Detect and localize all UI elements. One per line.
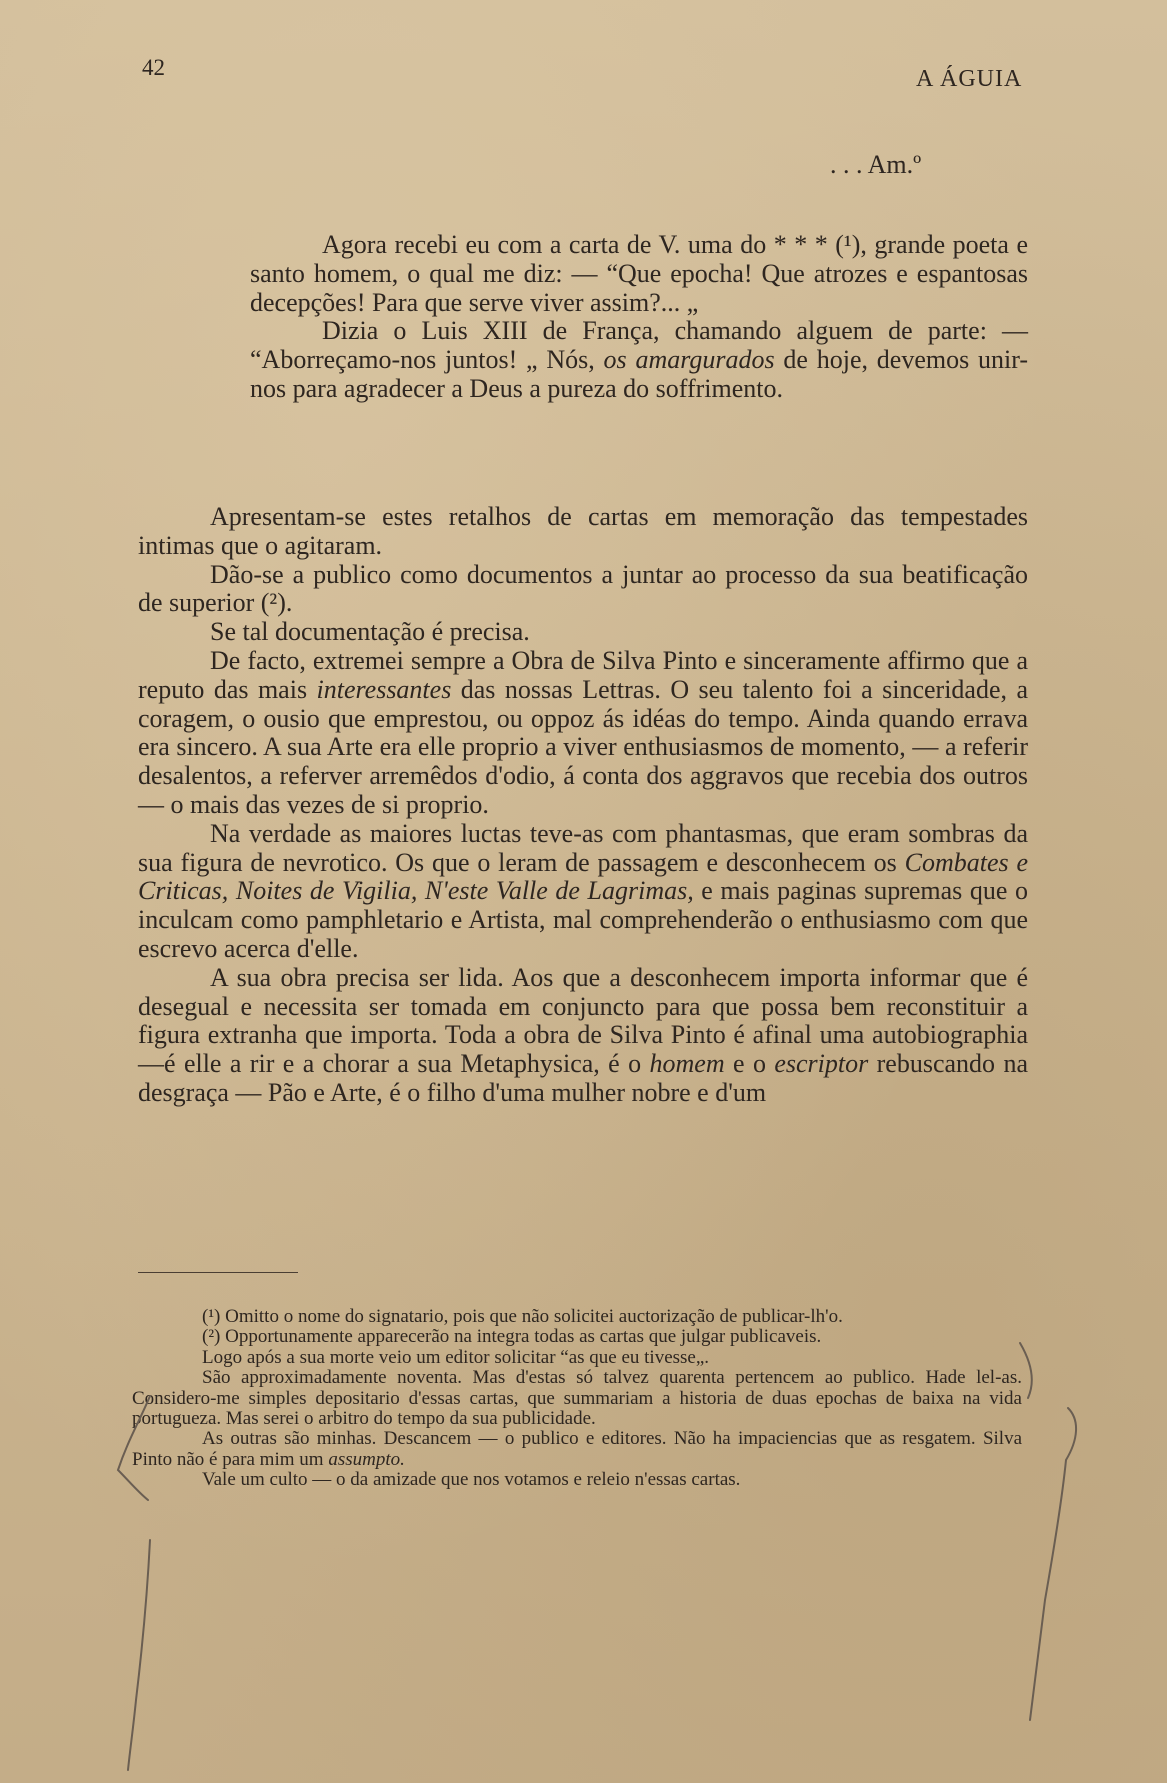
main-text: [138, 503, 1028, 1108]
footnotes: [132, 1307, 1022, 1491]
body-paragraph: A sua obra precisa ser lida. Aos que a desconhecem importa informar que é desegual e necessita ser tomada em conjuncto para que possa bem reconstituir a figura extranha que importa. Toda a obra de Silva Pinto é afinal uma autobiographia—é elle a rir e a chorar a sua Metaphysica, é o homem e o escriptor rebuscando na desgraça — Pão e Arte, é o filho d'uma mulher nobre e d'um: [138, 962, 1028, 1107]
footnote: (¹) Omitto o nome do signatario, pois que não solicitei auctorização de publicar-lh'o.: [202, 1306, 843, 1327]
footnote-continuation: Logo após a sua morte veio um editor solicitar “as que eu tivesse„.: [202, 1346, 710, 1368]
page-number: 42: [142, 55, 165, 80]
footnote: (²) Opportunamente apparecerão na integra todas as cartas que julgar publicaveis.: [202, 1326, 822, 1348]
footnote-continuation: As outras são minhas. Descancem — o publico e editores. Não ha impaciencias que as resgatem. Silva Pinto não é para mim um assumpto.: [132, 1428, 1022, 1470]
footnote-separator: [138, 1272, 298, 1273]
body-paragraph: Apresentam-se estes retalhos de cartas em memoração das tempestades intimas que o agitaram.: [138, 502, 1028, 560]
body-paragraph: Se tal documentação é precisa.: [210, 617, 530, 647]
body-paragraph: Na verdade as maiores luctas teve-as com phantasmas, que eram sombras da sua figura de nevrotico. Os que o leram de passagem e desconhecem os Combates e Criticas, Noites de Vigilia, N'este Valle de Lagrimas, e mais paginas supremas que o inculcam como pamphletario e Artista, mal comprehenderão o enthusiasmo com que escrevo acerca d'elle.: [138, 818, 1029, 963]
letter-paragraph: Agora recebi eu com a carta de V. uma do * * * (¹), grande poeta e santo homem, o qual me diz: — “Que epocha! Que atrozes e espantosas decepções! Para que serve viver assim?... „: [250, 230, 1028, 317]
pencil-line-right: [1030, 1408, 1076, 1720]
running-head: A ÁGUIA: [916, 66, 1023, 92]
quoted-letter: [250, 231, 1028, 404]
body-paragraph: De facto, extremei sempre a Obra de Silva Pinto e sinceramente affirmo que a reputo das mais interessantes das nossas Lettras. O seu talento foi a sinceridade, a coragem, o ousio que emprestou, ou oppoz ás idéas do tempo. Ainda quando errava era sincero. A sua Arte era elle proprio a viver enthusiasmos de momento, — a referir desalentos, a referver arremêdos d'odio, á conta dos aggravos que recebia dos outros — o mais das vezes de si proprio.: [138, 645, 1028, 819]
footnote-continuation: Vale um culto — o da amizade que nos votamos e releio n'essas cartas.: [202, 1469, 741, 1491]
pencil-line-left: [128, 1540, 150, 1770]
footnote-continuation: São approximadamente noventa. Mas d'estas só talvez quarenta pertencem ao publico. Hade lel-as. Considero-me simples depositario d'essas cartas, que summariam a historia de duas epochas de baixa na vida portugueza. Mas serei o arbitro do tempo da sua publicidade.: [132, 1367, 1022, 1430]
body-paragraph: Dão-se a publico como documentos a juntar ao processo da sua beatificação de superior (²).: [138, 559, 1028, 618]
letter-salutation: . . . Am.º: [830, 150, 922, 179]
letter-paragraph: Dizia o Luis XIII de França, chamando alguem de parte: — “Aborreçamo-nos juntos! „ Nós, os amargurados de hoje, devemos unir-nos para agradecer a Deus a pureza do soffrimento.: [250, 316, 1028, 403]
